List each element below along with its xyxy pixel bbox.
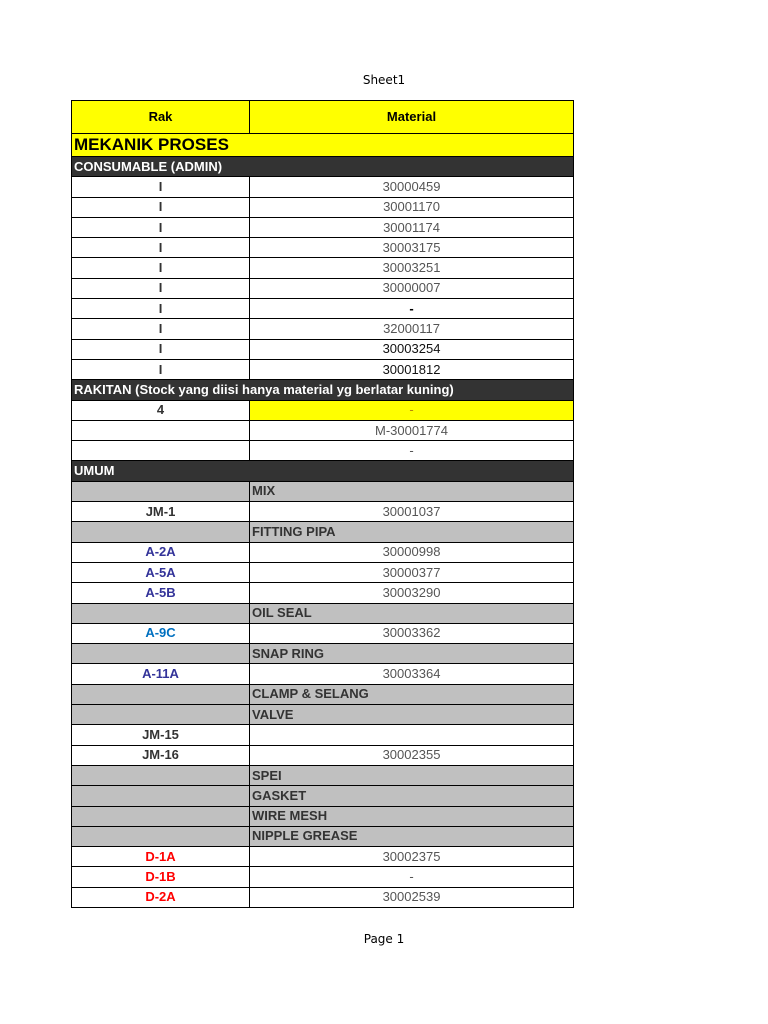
section-row — [72, 461, 574, 481]
table-row — [72, 562, 574, 582]
title-row — [72, 134, 574, 157]
group-row — [72, 826, 574, 846]
rak-cell: I — [72, 238, 250, 258]
table-row — [72, 400, 574, 420]
rak-cell — [72, 441, 250, 461]
rak-cell: I — [72, 339, 250, 359]
rak-cell: D-1A — [72, 847, 250, 867]
material-cell: 30002355 — [250, 745, 574, 765]
table-row — [72, 359, 574, 379]
group-row — [72, 481, 574, 501]
section-umum: UMUM — [72, 461, 574, 481]
table-row — [72, 420, 574, 440]
rak-cell: JM-16 — [72, 745, 250, 765]
rak-cell: A-11A — [72, 664, 250, 684]
inventory-table — [71, 100, 574, 908]
group-row — [72, 705, 574, 725]
material-cell: 30003362 — [250, 623, 574, 643]
group-row — [72, 765, 574, 785]
table-row — [72, 177, 574, 197]
table-row — [72, 623, 574, 643]
material-cell: 30000377 — [250, 562, 574, 582]
sheet-heading: MEKANIK PROSES — [72, 134, 574, 157]
rak-cell: I — [72, 217, 250, 237]
rak-cell: JM-15 — [72, 725, 250, 745]
column-header-rak: Rak — [72, 101, 250, 134]
material-cell: - — [250, 400, 574, 420]
group-row — [72, 603, 574, 623]
group-snap-ring: SNAP RING — [250, 644, 574, 664]
table-row — [72, 278, 574, 298]
table-row — [72, 441, 574, 461]
section-consumable: CONSUMABLE (ADMIN) — [72, 157, 574, 177]
page-number: Page 1 — [363, 932, 405, 946]
group-row — [72, 644, 574, 664]
group-row — [72, 806, 574, 826]
table-row — [72, 725, 574, 745]
rak-cell: A-9C — [72, 623, 250, 643]
table-row — [72, 217, 574, 237]
rak-cell: A-5B — [72, 583, 250, 603]
group-mix: MIX — [250, 481, 574, 501]
rak-cell: I — [72, 197, 250, 217]
rak-cell: D-2A — [72, 887, 250, 907]
material-cell: 30003251 — [250, 258, 574, 278]
material-cell: 30001174 — [250, 217, 574, 237]
group-valve: VALVE — [250, 705, 574, 725]
rak-cell: I — [72, 258, 250, 278]
material-cell: 30000007 — [250, 278, 574, 298]
material-cell: - — [250, 867, 574, 887]
group-row — [72, 684, 574, 704]
table-row — [72, 867, 574, 887]
section-rakitan: RAKITAN (Stock yang diisi hanya material yg berlatar kuning) — [72, 380, 574, 400]
material-cell: - — [250, 299, 574, 319]
material-cell: 30002539 — [250, 887, 574, 907]
material-cell: 30003364 — [250, 664, 574, 684]
table-row — [72, 847, 574, 867]
group-row — [72, 786, 574, 806]
group-spei: SPEI — [250, 765, 574, 785]
table-row — [72, 258, 574, 278]
table-row — [72, 197, 574, 217]
table-row — [72, 745, 574, 765]
material-cell: 30001812 — [250, 359, 574, 379]
table-row — [72, 887, 574, 907]
material-cell: 30003254 — [250, 339, 574, 359]
table-row — [72, 238, 574, 258]
table-row — [72, 583, 574, 603]
material-cell: 30003290 — [250, 583, 574, 603]
group-nipple-grease: NIPPLE GREASE — [250, 826, 574, 846]
rak-cell: I — [72, 319, 250, 339]
material-cell: 30001037 — [250, 502, 574, 522]
section-row — [72, 157, 574, 177]
material-cell: 30003175 — [250, 238, 574, 258]
rak-cell: I — [72, 299, 250, 319]
group-oil-seal: OIL SEAL — [250, 603, 574, 623]
material-cell: 30002375 — [250, 847, 574, 867]
material-cell: 30000998 — [250, 542, 574, 562]
rak-cell: D-1B — [72, 867, 250, 887]
header-row — [72, 101, 574, 134]
material-cell: M-30001774 — [250, 420, 574, 440]
section-row — [72, 380, 574, 400]
rak-cell: I — [72, 278, 250, 298]
group-clamp-selang: CLAMP & SELANG — [250, 684, 574, 704]
rak-cell: A-5A — [72, 562, 250, 582]
table-row — [72, 339, 574, 359]
rak-cell: 4 — [72, 400, 250, 420]
material-cell: - — [250, 441, 574, 461]
group-fitting-pipa: FITTING PIPA — [250, 522, 574, 542]
material-cell: 32000117 — [250, 319, 574, 339]
rak-cell: JM-1 — [72, 502, 250, 522]
material-cell — [250, 725, 574, 745]
material-cell: 30001170 — [250, 197, 574, 217]
material-cell: 30000459 — [250, 177, 574, 197]
table-row — [72, 299, 574, 319]
rak-cell — [72, 420, 250, 440]
sheet-title: Sheet1 — [362, 73, 406, 87]
group-gasket: GASKET — [250, 786, 574, 806]
rak-cell: I — [72, 359, 250, 379]
group-wire-mesh: WIRE MESH — [250, 806, 574, 826]
rak-cell: A-2A — [72, 542, 250, 562]
table-row — [72, 319, 574, 339]
rak-cell: I — [72, 177, 250, 197]
table-row — [72, 542, 574, 562]
column-header-material: Material — [250, 101, 574, 134]
group-row — [72, 522, 574, 542]
table-row — [72, 502, 574, 522]
table-row — [72, 664, 574, 684]
